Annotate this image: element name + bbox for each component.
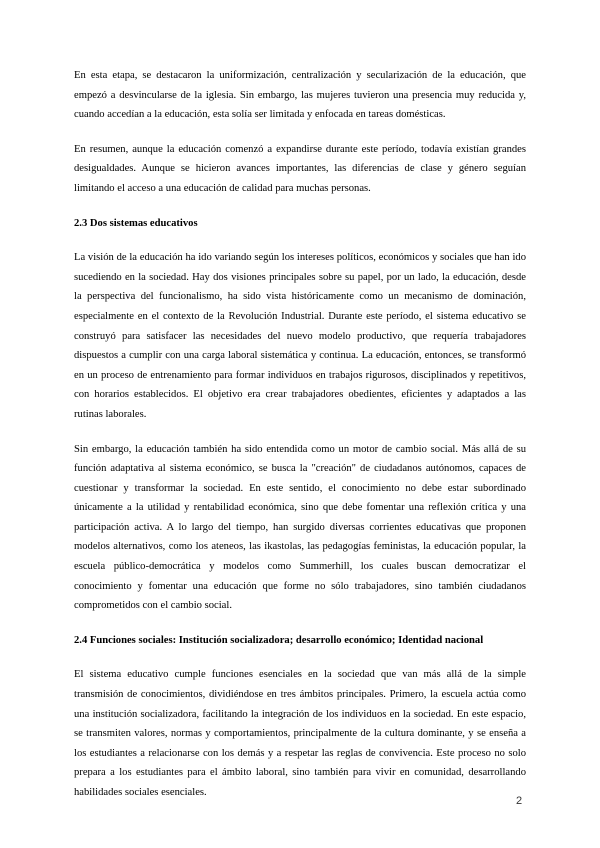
section-heading-2-3: 2.3 Dos sistemas educativos	[74, 217, 198, 229]
paragraph-social-change: Sin embargo, la educación también ha sido entendida como un motor de cambio social. Más allá de su función adaptativa al sistema económico, se busca la "creación" de ciudadanos autónomos, capaces de cuestionar y transformar la sociedad. En este sentido, el conocimiento no debe estar subordinado únicamente a la utilidad y rentabilidad económica, sino que debe fomentar una reflexión crítica y una participación activa. A lo largo del tiempo, han surgido diversas corrientes educativas que proponen modelos alternativos, como los ateneos, las ikastolas, las pedagogías feministas, la educación popular, la escuela público-democrática y modelos como Summerhill, los cuales buscan democratizar el conocimiento y fomentar una educación que forme no sólo trabajadores, sino también ciudadanos comprometidos con el cambio social.	[74, 443, 526, 612]
paragraph-functionalism: La visión de la educación ha ido variando según los intereses políticos, económicos y sociales que han ido sucediendo en la sociedad. Hay dos visiones principales sobre su papel, por un lado, la educación, desde la perspectiva del funcionalismo, ha sido vista históricamente como un mecanismo de dominación, especialmente en el contexto de la Revolución Industrial. Durante este período, el sistema educativo se construyó para satisfacer las necesidades del nuevo modelo productivo, que requería trabajadores dispuestos a cumplir con una carga laboral sistemática y continua. La educación, entonces, se transformó en un proceso de entrenamiento para formar individuos en trabajos rigurosos, disciplinados y repetitivos, con horarios establecidos. El objetivo era crear trabajadores obedientes, eficientes y adaptados a las rutinas laborales.	[74, 252, 526, 420]
paragraph-uniformization: En esta etapa, se destacaron la uniformización, centralización y secularización de la educación, que empezó a desvincularse de la iglesia. Sin embargo, las mujeres tuvieron una presencia muy reducida y, cuando accedían a la educación, esta solía ser limitada y enfocada en tareas domésticas.	[74, 70, 526, 121]
paragraph-social-functions: El sistema educativo cumple funciones esenciales en la sociedad que van más allá de la simple transmisión de conocimientos, dividiéndose en tres ámbitos principales. Primero, la escuela actúa como una institución socializadora, facilitando la integración de los individuos en la sociedad. En este espacio, se transmiten valores, normas y comportamientos, principalmente de la cultura dominante, y se enseña a los estudiantes a relacionarse con los demás y a respetar las reglas de convivencia. Este proceso no solo prepara a los estudiantes para el ámbito laboral, sino también para vivir en comunidad, desarrollando habilidades sociales esenciales.	[74, 669, 526, 798]
section-heading-2-4: 2.4 Funciones sociales: Institución socializadora; desarrollo económico; Identidad nacional	[74, 634, 484, 646]
page-number: 2	[516, 795, 523, 807]
paragraph-summary: En resumen, aunque la educación comenzó a expandirse durante este período, todavía existían grandes desigualdades. Aunque se hicieron avances importantes, las diferencias de clase y género seguían limitando el acceso a una educación de calidad para muchas personas.	[74, 143, 526, 194]
document-page	[74, 66, 526, 818]
